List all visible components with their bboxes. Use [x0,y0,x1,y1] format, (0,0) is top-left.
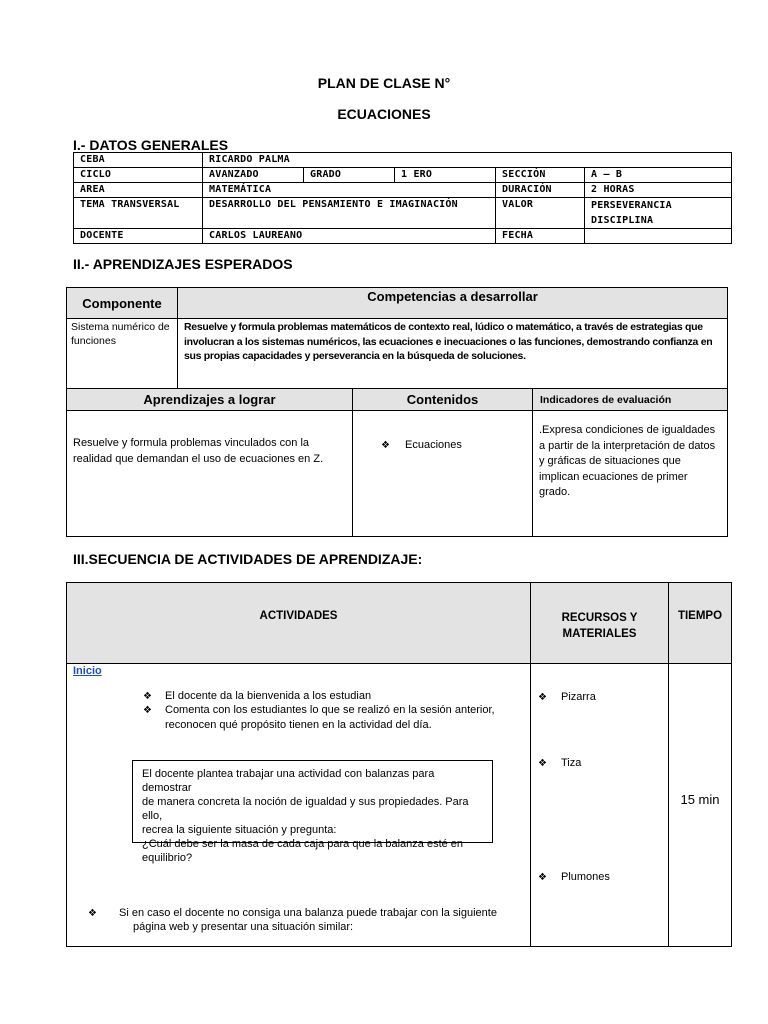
table-row [74,183,732,198]
contenidos-value: Ecuaciones [405,439,462,451]
tema-value: DESARROLLO DEL PENSAMIENTO E IMAGINACIÓN [203,198,496,229]
competencias-value-cell [177,318,728,389]
diamond-bullet-icon: ❖ [538,758,547,769]
recursos-header-line-1: RECURSOS Y [561,612,638,624]
ceba-value: RICARDO PALMA [203,153,732,168]
fecha-label: FECHA [496,229,585,244]
actividades-header-cell [66,582,531,664]
tiempo-header: TIEMPO [677,610,723,622]
valor-label: VALOR [496,198,585,229]
recursos-header-line-2: MATERIALES [562,628,637,640]
recursos-header [531,610,668,642]
table-row [74,198,732,229]
recursos-header-cell [530,582,669,664]
grado-label: GRADO [304,168,395,183]
seccion-label: SECCIÓN [496,168,585,183]
componente-header: Componente [82,296,162,311]
inicio-link[interactable]: Inicio [73,665,102,677]
duracion-label: DURACIÓN [496,183,585,198]
diamond-bullet-icon: ❖ [538,692,547,703]
competencias-header-cell [177,287,728,319]
diamond-bullet-icon: ❖ [538,872,547,883]
section-heading-datos: I.- DATOS GENERALES [73,137,229,153]
diamond-bullet-icon: ❖ [143,691,152,702]
grado-value: 1 ERO [395,168,496,183]
activity-bullet-3b: página web y presentar una situación similar: [133,921,354,933]
valor-value [585,198,732,229]
page-title: PLAN DE CLASE N° [317,75,451,91]
situation-line-2: de manera concreta la noción de igualdad y sus propiedades. Para ello, [142,796,469,822]
situation-line-5: equilibrio? [142,852,193,864]
page-subtitle: ECUACIONES [337,106,431,122]
area-label: AREA [74,183,203,198]
indicadores-header: Indicadores de evaluación [540,394,672,406]
ciclo-label: CICLO [74,168,203,183]
situation-box [132,760,493,864]
indicadores-value-cell [532,410,728,537]
diamond-bullet-icon: ❖ [143,705,152,716]
valor-value-line-1: PERSEVERANCIA [591,200,672,211]
situation-line-4: ¿Cuál debe ser la masa de cada caja para que la balanza esté en [142,838,464,850]
contenidos-header: Contenidos [406,392,479,407]
aprendizajes-header: Aprendizajes a lograr [143,392,276,407]
ceba-label: CEBA [74,153,203,168]
indicadores-header-cell [532,388,728,411]
datos-generales-table [73,152,732,244]
activity-bullet-2b: reconocen qué propósito tienen en la actividad del día. [165,719,432,731]
diamond-bullet-icon: ❖ [381,440,390,451]
table-row [74,153,732,168]
valor-value-line-2: DISCIPLINA [591,215,654,226]
tema-label: TEMA TRANSVERSAL [74,198,203,229]
contenidos-header-cell [352,388,533,411]
competencias-value: Resuelve y formula problemas matemáticos de contexto real, lúdico o matemático, a través de estrategias que involucran a los sistemas numéricos, las ecuaciones e inecuaciones o las funciones, demostrando confianza en sus propias capacidades y perseverancia en la búsqueda de soluciones. [184,321,713,362]
seccion-value: A – B [585,168,732,183]
activity-bullet-1: El docente da la bienvenida a los estudian [165,690,372,702]
activity-bullet-2a: Comenta con los estudiantes lo que se realizó en la sesión anterior, [165,704,495,716]
recurso-item: Plumones [561,871,610,883]
section-heading-aprendizajes: II.- APRENDIZAJES ESPERADOS [73,256,293,272]
recurso-item: Tiza [561,757,582,769]
docente-label: DOCENTE [74,229,203,244]
situation-line-1: El docente plantea trabajar una actividad con balanzas para demostrar [142,768,435,794]
aprendizajes-value: Resuelve y formula problemas vinculados con la realidad que demandan el uso de ecuaciones en Z. [73,437,324,465]
table-row [74,229,732,244]
section-heading-secuencia: III.SECUENCIA DE ACTIVIDADES DE APRENDIZAJE: [73,551,423,567]
componente-header-cell [66,287,178,319]
fecha-value [585,229,732,244]
area-value: MATEMÁTICA [203,183,496,198]
aprendizajes-header-cell [66,388,353,411]
situation-line-3: recrea la siguiente situación y pregunta: [142,824,337,836]
contenidos-value-cell [352,410,533,537]
diamond-bullet-icon: ❖ [88,908,97,919]
ciclo-value: AVANZADO [203,168,304,183]
tiempo-header-cell [668,582,732,664]
table-row [74,168,732,183]
componente-value-cell [66,318,178,389]
competencias-header: Competencias a desarrollar [367,289,538,304]
indicadores-value: .Expresa condiciones de igualdades a partir de la interpretación de datos y gráficas de situaciones que implican ecuaciones de primer grado. [539,424,716,498]
recursos-body-cell [530,663,669,947]
tiempo-value: 15 min [680,792,720,807]
activity-bullet-3a: Si en caso el docente no consiga una balanza puede trabajar con la siguiente [119,907,497,919]
recurso-item: Pizarra [561,691,596,703]
componente-value: Sistema numérico de funciones [71,321,170,347]
duracion-value: 2 HORAS [585,183,732,198]
docente-value: CARLOS LAUREANO [203,229,496,244]
aprendizajes-value-cell [66,410,353,537]
actividades-header: ACTIVIDADES [259,610,338,622]
